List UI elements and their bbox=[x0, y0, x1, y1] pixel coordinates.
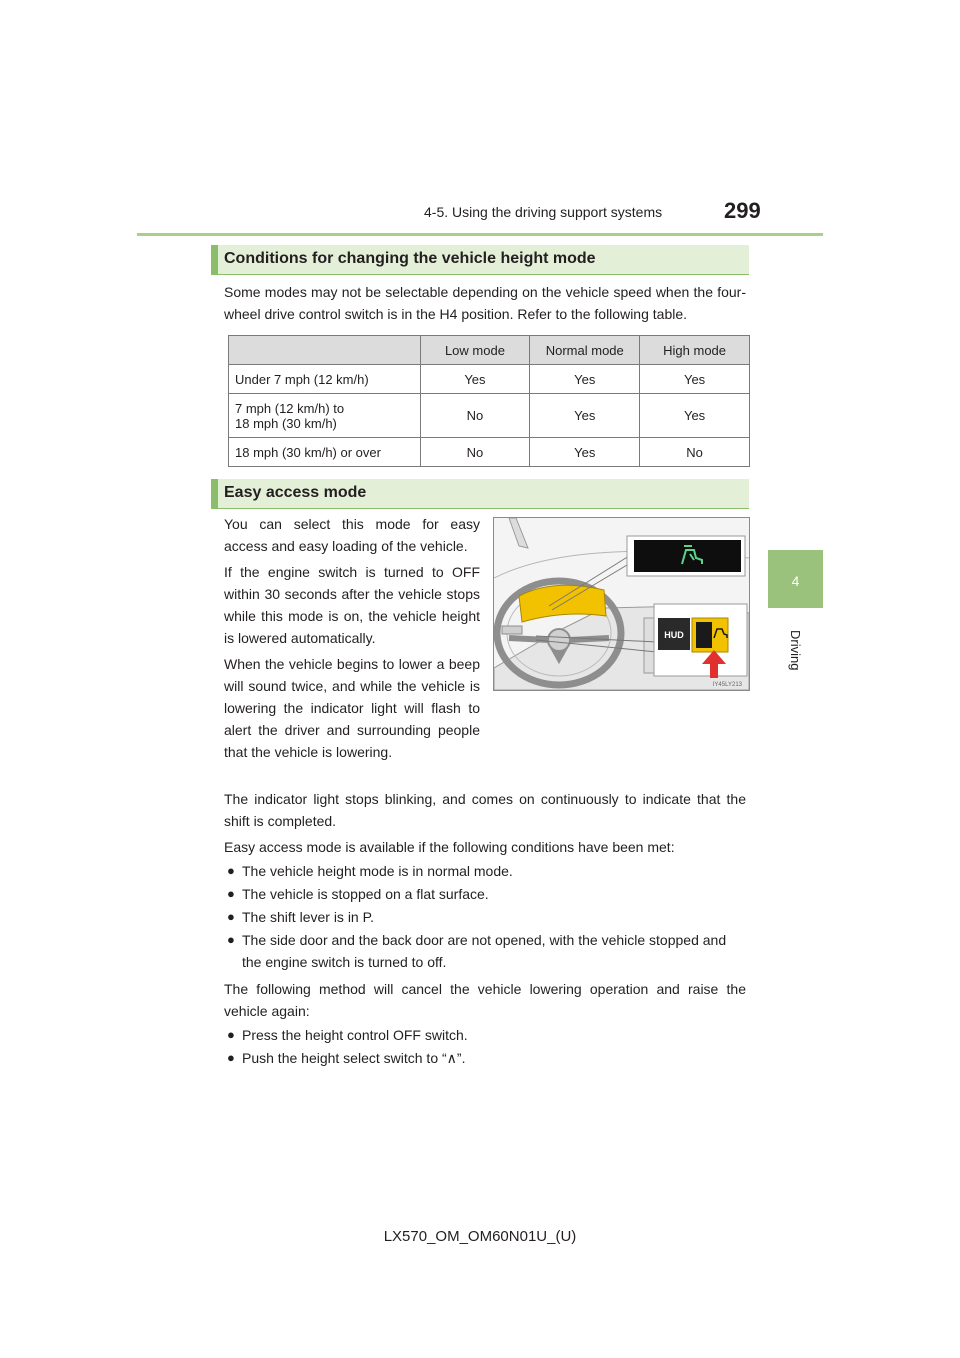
chapter-label: Driving bbox=[788, 630, 803, 671]
table-header-row bbox=[229, 336, 750, 365]
section-title: 4-5. Using the driving support systems bbox=[424, 204, 663, 220]
easy-access-para-3: When the vehicle begins to lower a beep will sound twice, and while the vehicle is lowering the indicator light will flash to alert the driver and surrounding people that the vehicle is lowering. bbox=[224, 656, 480, 760]
low-mode-cell: No bbox=[420, 394, 530, 438]
speed-line: 7 mph (12 km/h) to bbox=[235, 400, 345, 416]
easy-access-para-2: If the engine switch is turned to OFF within 30 seconds after the vehicle stops while this mode is on, the vehicle height is lowered automatically. bbox=[224, 564, 480, 646]
table-row bbox=[229, 365, 750, 394]
high-mode-cell: Yes bbox=[640, 394, 750, 438]
speed-cell: Under 7 mph (12 km/h) bbox=[229, 365, 421, 394]
conditions-intro: Some modes may not be selectable depending on the vehicle speed when the four-wheel drive control switch is in the H4 position. Refer to the following table. bbox=[224, 284, 746, 322]
speed-cell: 18 mph (30 km/h) or over bbox=[229, 438, 421, 467]
speed-line: 18 mph (30 km/h) bbox=[235, 415, 337, 431]
normal-mode-cell: Yes bbox=[530, 394, 640, 438]
speed-cell bbox=[229, 394, 421, 438]
normal-mode-cell: Yes bbox=[530, 438, 640, 467]
high-mode-cell: No bbox=[640, 438, 750, 467]
table-row bbox=[229, 394, 750, 438]
low-mode-cell: Yes bbox=[420, 365, 530, 394]
table-header-cell: Low mode bbox=[420, 336, 530, 365]
dashboard-illustration bbox=[493, 517, 750, 691]
header-rule bbox=[137, 233, 823, 236]
table-row bbox=[229, 438, 750, 467]
high-mode-cell: Yes bbox=[640, 365, 750, 394]
hud-label: HUD bbox=[664, 630, 684, 640]
speed-mode-table bbox=[228, 335, 750, 467]
table-header-cell: Normal mode bbox=[530, 336, 640, 365]
conditions-heading-text: Conditions for changing the vehicle height mode bbox=[224, 250, 596, 267]
dashboard-drawing bbox=[494, 518, 749, 690]
easy-access-para-5: Easy access mode is available if the following conditions have been met: bbox=[224, 839, 675, 855]
table-header-cell: High mode bbox=[640, 336, 750, 365]
illustration-code: IY45LY213 bbox=[712, 682, 742, 688]
chapter-number: 4 bbox=[791, 573, 800, 589]
page-number: 299 bbox=[724, 198, 761, 223]
normal-mode-cell: Yes bbox=[530, 365, 640, 394]
easy-access-para-1: You can select this mode for easy access and easy loading of the vehicle. bbox=[224, 516, 480, 554]
easy-access-heading bbox=[211, 479, 749, 509]
conditions-heading bbox=[211, 245, 749, 275]
easy-access-para-6: The following method will cancel the vehicle lowering operation and raise the vehicle again: bbox=[224, 981, 746, 1019]
easy-access-heading-text: Easy access mode bbox=[224, 484, 367, 501]
table-header-cell bbox=[229, 336, 421, 365]
easy-access-para-4: The indicator light stops blinking, and comes on continuously to indicate that the shift is completed. bbox=[224, 791, 746, 829]
manual-code: LX570_OM_OM60N01U_(U) bbox=[383, 1228, 577, 1245]
low-mode-cell: No bbox=[420, 438, 530, 467]
